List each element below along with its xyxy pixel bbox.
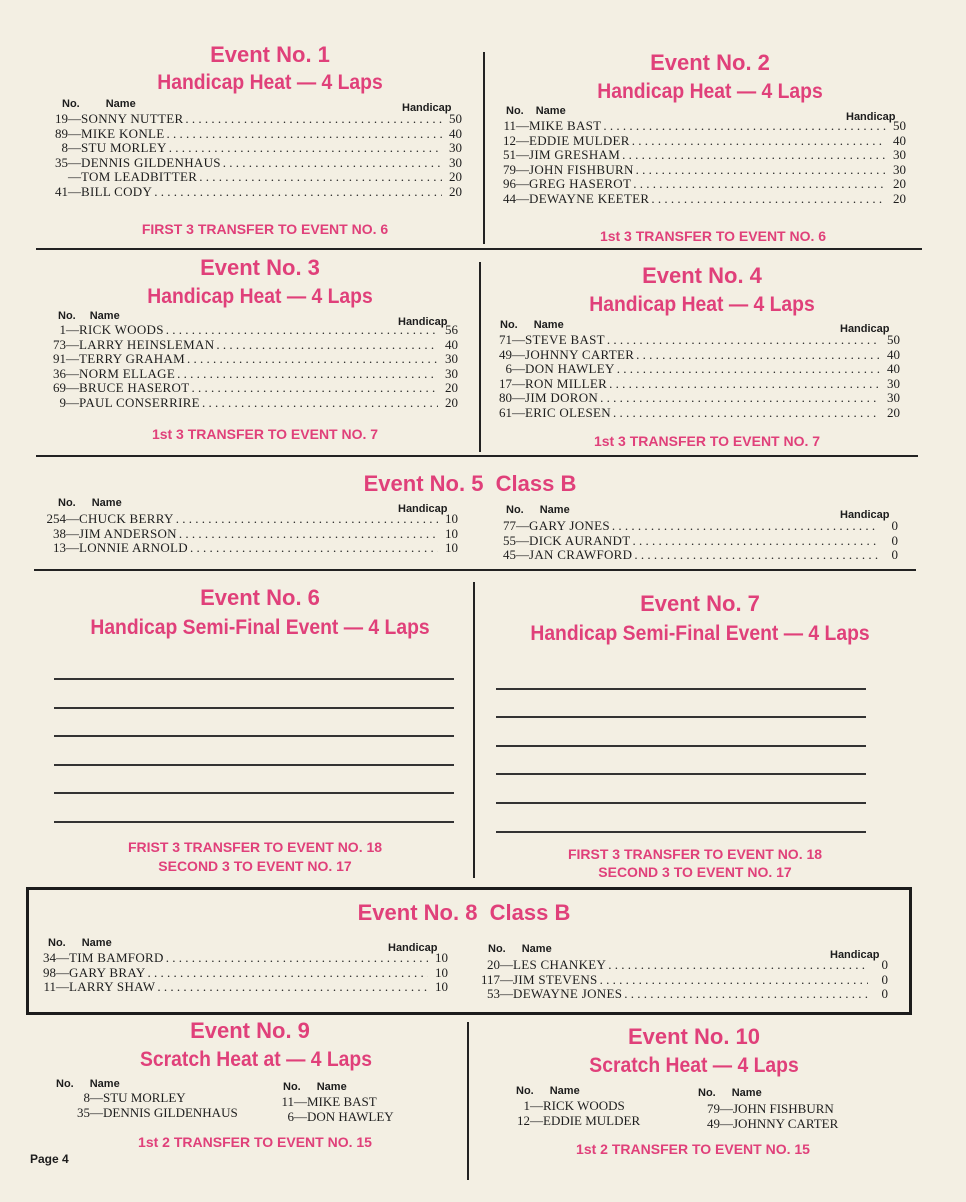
entry-row: 6—DON HAWLEY — [287, 1108, 394, 1124]
entry-row: 1 — RICK WOODS . . . 56 — [34, 323, 458, 338]
entry-row: 71 — STEVE BAST . . . 50 — [480, 333, 900, 348]
label-no: No. — [56, 1078, 74, 1090]
label-no: No. — [62, 98, 80, 110]
label-no: No. — [58, 310, 76, 322]
entry-row: 19 — SONNY NUTTER . . . 50 — [36, 112, 462, 127]
result-blank-line — [54, 792, 454, 794]
label-no: No. — [698, 1087, 716, 1099]
event8-title: Event No. 8 Class B — [357, 900, 571, 925]
event4-title: Event No. 4 — [642, 263, 762, 288]
event6-transfer-note: FRIST 3 TRANSFER TO EVENT NO. 18 — [127, 839, 383, 855]
event3-title: Event No. 3 — [200, 255, 320, 280]
divider-row2 — [36, 455, 918, 457]
entry-row: 8 — STU MORLEY . . . 30 — [36, 141, 462, 156]
entry-row: 89 — MIKE KONLE . . . 40 — [36, 127, 462, 142]
label-name: Name — [521, 943, 552, 955]
entry-row: 34 — TIM BAMFORD . . . 10 — [24, 951, 448, 966]
entry-row: 55 — DICK AURANDT . . . 0 — [484, 534, 898, 549]
result-blank-line — [496, 773, 866, 775]
entry-row: — TOM LEADBITTER . . . 20 — [36, 170, 462, 185]
event4-transfer-note: 1st 3 TRANSFER TO EVENT NO. 7 — [593, 433, 821, 449]
event10-subtitle: Scratch Heat — 4 Laps — [589, 1054, 799, 1077]
entry-row: 6 — DON HAWLEY . . . 40 — [480, 362, 900, 377]
event7-transfer-note-2: SECOND 3 TO EVENT NO. 17 — [598, 864, 792, 880]
event1-subtitle: Handicap Heat — 4 Laps — [157, 71, 383, 94]
event6-title: Event No. 6 — [200, 585, 320, 610]
event6-transfer-note-2: SECOND 3 TO EVENT NO. 17 — [158, 858, 352, 874]
event1-title: Event No. 1 — [210, 42, 330, 67]
entry-row: 53 — DEWAYNE JONES . . . 0 — [468, 987, 888, 1002]
label-no: No. — [506, 504, 524, 516]
event10-transfer-note: 1st 2 TRANSFER TO EVENT NO. 15 — [576, 1141, 810, 1157]
label-handicap: Handicap — [840, 323, 890, 335]
event8-right-list — [468, 958, 888, 1002]
event3-entry-list — [34, 323, 458, 411]
event10-title: Event No. 10 — [627, 1024, 761, 1049]
event4-entry-list — [480, 333, 900, 421]
label-handicap: Handicap — [846, 111, 896, 123]
entry-row: 79 — JOHN FISHBURN . . . 30 — [484, 163, 906, 178]
event7-subtitle: Handicap Semi-Final Event — 4 Laps — [530, 622, 870, 645]
event9-left-list — [60, 1091, 238, 1120]
event9-title: Event No. 9 — [190, 1018, 310, 1043]
entry-row: 98 — GARY BRAY . . . 10 — [24, 966, 448, 981]
entry-row: 17 — RON MILLER . . . 30 — [480, 377, 900, 392]
label-name: Name — [89, 310, 120, 322]
event3-transfer-note: 1st 3 TRANSFER TO EVENT NO. 7 — [151, 426, 379, 442]
label-name: Name — [549, 1085, 580, 1097]
event10-left-list — [500, 1099, 640, 1128]
label-name: Name — [81, 937, 112, 949]
entry-row: 11 — MIKE BAST . . . 50 — [484, 119, 906, 134]
result-blank-line — [496, 802, 866, 804]
label-no: No. — [58, 497, 76, 509]
entry-row: 36 — NORM ELLAGE . . . 30 — [34, 367, 458, 382]
result-blank-line — [54, 821, 454, 823]
event5-right-list — [484, 519, 898, 563]
entry-row: 45 — JAN CRAWFORD . . . 0 — [484, 548, 898, 563]
label-name: Name — [731, 1087, 762, 1099]
entry-row: 69 — BRUCE HASEROT . . . 20 — [34, 381, 458, 396]
result-blank-line — [54, 707, 454, 709]
entry-row: 38 — JIM ANDERSON . . . 10 — [34, 527, 458, 542]
entry-row: 61 — ERIC OLESEN . . . 20 — [480, 406, 900, 421]
label-no: No. — [516, 1085, 534, 1097]
entry-row: 77 — GARY JONES . . . 0 — [484, 519, 898, 534]
label-handicap: Handicap — [398, 503, 448, 515]
entry-row: 11—MIKE BAST — [281, 1094, 377, 1109]
entry-row: 12 — EDDIE MULDER . . . 40 — [484, 134, 906, 149]
entry-row: 12—EDDIE MULDER — [517, 1112, 641, 1128]
result-blank-line — [54, 735, 454, 737]
event1-entry-list — [36, 112, 462, 200]
entry-row: 44 — DEWAYNE KEETER . . . 20 — [484, 192, 906, 207]
label-no: No. — [488, 943, 506, 955]
event5-left-list — [34, 512, 458, 556]
entry-row: 8—STU MORLEY — [83, 1090, 186, 1105]
entry-row: 79—JOHN FISHBURN — [707, 1101, 834, 1116]
event4-subtitle: Handicap Heat — 4 Laps — [589, 293, 815, 316]
event9-transfer-note: 1st 2 TRANSFER TO EVENT NO. 15 — [138, 1134, 372, 1150]
label-no: No. — [48, 937, 66, 949]
event6-subtitle: Handicap Semi-Final Event — 4 Laps — [90, 616, 430, 639]
label-name: Name — [535, 105, 566, 117]
entry-row: 35—DENNIS GILDENHAUS — [77, 1104, 238, 1120]
label-no: No. — [506, 105, 524, 117]
event5-title: Event No. 5 Class B — [363, 471, 577, 496]
entry-row: 80 — JIM DORON . . . 30 — [480, 391, 900, 406]
event9-subtitle: Scratch Heat at — 4 Laps — [140, 1048, 372, 1071]
result-blank-line — [54, 678, 454, 680]
label-name: Name — [539, 504, 570, 516]
entry-row: 13 — LONNIE ARNOLD . . . 10 — [34, 541, 458, 556]
label-name: Name — [89, 1078, 120, 1090]
entry-row: 49—JOHNNY CARTER — [707, 1115, 839, 1131]
entry-row: 51 — JIM GRESHAM . . . 30 — [484, 148, 906, 163]
result-blank-line — [54, 764, 454, 766]
label-no: No. — [283, 1081, 301, 1093]
label-handicap: Handicap — [398, 316, 448, 328]
label-name: Name — [316, 1081, 347, 1093]
divider-row1 — [36, 248, 922, 250]
label-handicap: Handicap — [830, 949, 880, 961]
label-handicap: Handicap — [402, 102, 452, 114]
entry-row: 20 — LES CHANKEY . . . 0 — [468, 958, 888, 973]
event8-left-list — [24, 951, 448, 995]
label-handicap: Handicap — [388, 942, 438, 954]
result-blank-line — [496, 745, 866, 747]
entry-row: 9 — PAUL CONSERRIRE . . . 20 — [34, 396, 458, 411]
event3-subtitle: Handicap Heat — 4 Laps — [147, 285, 373, 308]
event2-entry-list — [484, 119, 906, 207]
entry-row: 35 — DENNIS GILDENHAUS . . . 30 — [36, 156, 462, 171]
entry-row: 41 — BILL CODY . . . 20 — [36, 185, 462, 200]
label-handicap: Handicap — [840, 509, 890, 521]
event1-transfer-note: FIRST 3 TRANSFER TO EVENT NO. 6 — [141, 221, 389, 237]
entry-row: 91 — TERRY GRAHAM . . . 30 — [34, 352, 458, 367]
result-blank-line — [496, 716, 866, 718]
label-name: Name — [533, 319, 564, 331]
label-name: Name — [105, 98, 136, 110]
event7-title: Event No. 7 — [640, 591, 760, 616]
page-number: Page 4 — [30, 1152, 69, 1166]
divider-vertical-bottom — [467, 1022, 469, 1180]
entry-row: 1—RICK WOODS — [523, 1098, 625, 1113]
entry-row: 49 — JOHNNY CARTER . . . 40 — [480, 348, 900, 363]
event2-subtitle: Handicap Heat — 4 Laps — [597, 80, 823, 103]
entry-row: 11 — LARRY SHAW . . . 10 — [24, 980, 448, 995]
event9-right-list — [264, 1095, 394, 1124]
entry-row: 254 — CHUCK BERRY . . . 10 — [34, 512, 458, 527]
event10-right-list — [690, 1102, 838, 1131]
divider-row3 — [34, 569, 916, 571]
label-name: Name — [91, 497, 122, 509]
event2-title: Event No. 2 — [650, 50, 770, 75]
event2-transfer-note: 1st 3 TRANSFER TO EVENT NO. 6 — [599, 228, 827, 244]
label-no: No. — [500, 319, 518, 331]
event7-transfer-note: FIRST 3 TRANSFER TO EVENT NO. 18 — [567, 846, 823, 862]
result-blank-line — [496, 688, 866, 690]
entry-row: 73 — LARRY HEINSLEMAN . . . 40 — [34, 338, 458, 353]
entry-row: 117 — JIM STEVENS . . . 0 — [468, 973, 888, 988]
result-blank-line — [496, 831, 866, 833]
entry-row: 96 — GREG HASEROT . . . 20 — [484, 177, 906, 192]
